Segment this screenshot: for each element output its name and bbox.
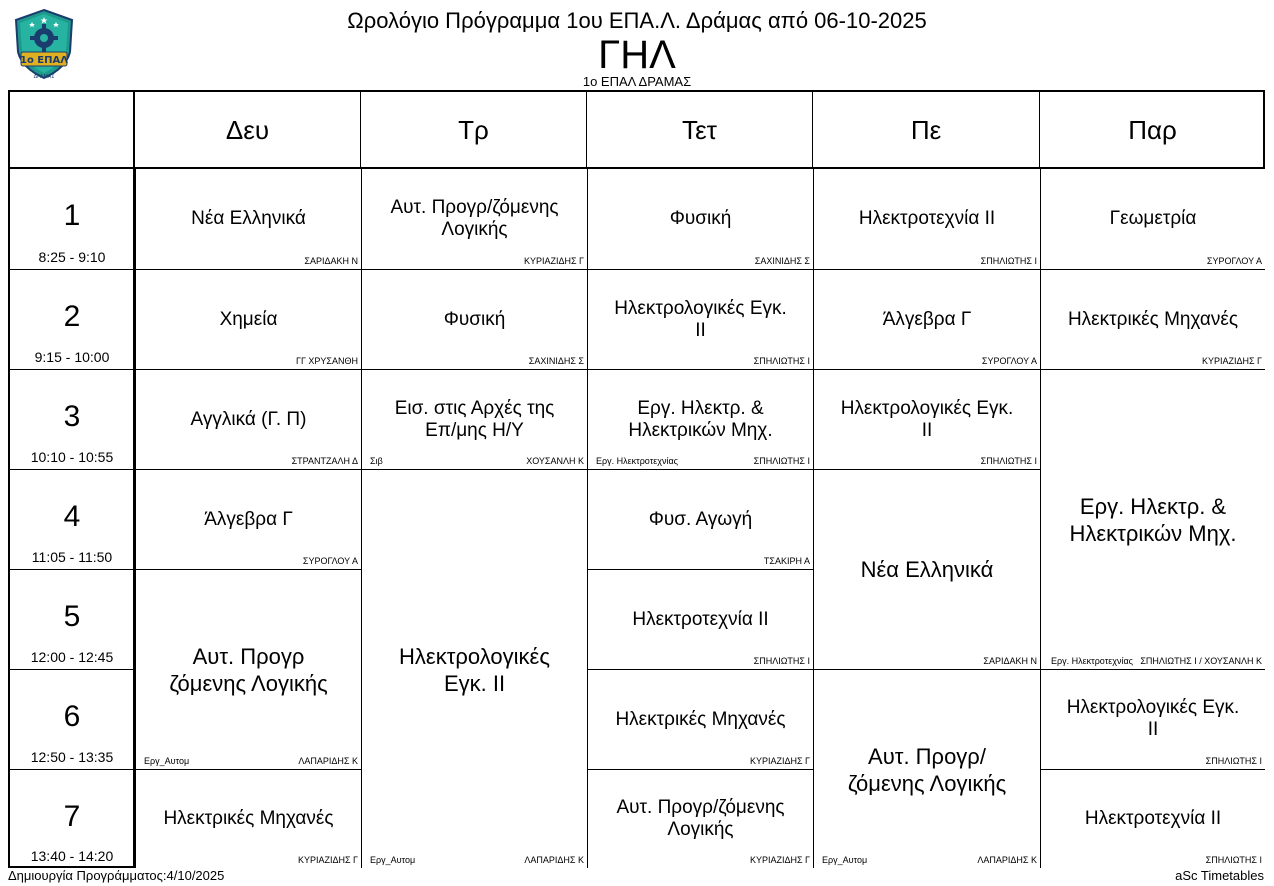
lesson-teacher: ΚΥΡΙΑΖΙΔΗΣ Γ [523, 256, 584, 266]
lesson-teacher: ΛΑΠΑΡΙΔΗΣ Κ [977, 855, 1037, 865]
lesson-teacher: ΚΥΡΙΑΖΙΔΗΣ Γ [1201, 356, 1262, 366]
lesson-subject-line: Αυτ. Προγρ/ [868, 744, 986, 769]
lesson-subject-line: ΙΙ [921, 420, 933, 441]
period-row [10, 469, 134, 569]
lesson-teacher: ΛΑΠΑΡΙΔΗΣ Κ [524, 855, 584, 865]
lesson-cell[interactable] [813, 269, 1040, 369]
lesson-subject-line: ζόμενης Λογικής [169, 671, 328, 696]
lesson-subject-line: Ηλεκτρικών Μηχ. [1069, 521, 1237, 546]
lesson-teacher: ΛΑΠΑΡΙΔΗΣ Κ [298, 756, 358, 766]
lesson-subject-line: Ηλεκτρολογικές Εγκ. [614, 298, 787, 319]
period-number: 5 [63, 600, 81, 633]
lesson-cell[interactable] [1040, 269, 1265, 369]
lesson-subject: Φυσική [669, 208, 732, 229]
lesson-subject-line: Εργ. Ηλεκτρ. & [637, 398, 764, 419]
lesson-subject [370, 643, 579, 697]
lesson-subject [144, 643, 353, 697]
lesson-subject-line: Εισ. στις Αρχές της [394, 398, 555, 419]
lesson-subject: Ηλεκτροτεχνία ΙΙ [858, 208, 996, 229]
lesson-subject-line: Εγκ. ΙΙ [443, 671, 506, 696]
lesson-teacher: ΚΥΡΙΑΖΙΔΗΣ Γ [749, 855, 810, 865]
lesson-subject [596, 797, 805, 841]
lesson-cell[interactable] [1040, 369, 1265, 669]
period-number: 1 [63, 199, 81, 232]
lesson-subject: Ηλεκτρικές Μηχανές [1067, 309, 1239, 330]
lesson-teacher: ΣΠΗΛΙΩΤΗΣ Ι [753, 656, 810, 666]
lesson-cell[interactable] [361, 369, 587, 469]
lesson-teacher: ΣΥΡΟΓΛΟΥ Α [981, 356, 1037, 366]
lesson-cell[interactable] [135, 169, 361, 269]
period-row [10, 269, 134, 369]
lesson-cell[interactable] [587, 269, 813, 369]
lesson-teacher: ΣΤΡΑΝΤΖΑΛΗ Δ [291, 456, 358, 466]
lesson-subject: Άλγεβρα Γ [882, 309, 972, 330]
lesson-teacher: ΤΣΑΚΙΡΗ Α [763, 556, 810, 566]
lesson-subject-line: ΙΙ [1147, 719, 1159, 740]
lesson-cell[interactable] [813, 369, 1040, 469]
lesson-teacher: ΓΓ ΧΡΥΣΑΝΘΗ [296, 356, 358, 366]
day-header-fri: Παρ [1128, 114, 1177, 145]
logo-subtext: ΔΡΑΜΑΣ [33, 74, 55, 80]
lesson-teacher: ΚΥΡΙΑΖΙΔΗΣ Γ [749, 756, 810, 766]
school-name: 1ο ΕΠΑΛ ΔΡΑΜΑΣ [582, 74, 692, 89]
lesson-teacher: ΣΑΧΙΝΙΔΗΣ Σ [528, 356, 584, 366]
lesson-subject-line: Αυτ. Προγρ/ζόμενης [616, 797, 785, 818]
lesson-subject-line: Ηλεκτρολογικές Εγκ. [1066, 697, 1240, 718]
lesson-subject [596, 298, 805, 342]
lesson-cell[interactable] [813, 169, 1040, 269]
lesson-subject [822, 398, 1032, 442]
lesson-teacher: ΣΑΧΙΝΙΔΗΣ Σ [754, 256, 810, 266]
lesson-cell[interactable] [587, 469, 813, 569]
lesson-cell[interactable] [587, 569, 813, 669]
period-time: 9:15 - 10:00 [34, 349, 110, 365]
lesson-cell[interactable] [587, 769, 813, 868]
lesson-subject [370, 197, 579, 241]
period-row [10, 569, 134, 669]
lesson-subject-line: Επ/μης Η/Υ [425, 420, 524, 441]
lesson-subject: Ηλεκτροτεχνία ΙΙ [1084, 808, 1222, 829]
period-time: 12:50 - 13:35 [30, 749, 114, 765]
lesson-subject-line: ζόμενης Λογικής [847, 771, 1007, 796]
class-name: ΓΗΛ [598, 33, 676, 77]
lesson-room: Εργ. Ηλεκτροτεχνίας [1051, 656, 1134, 666]
lesson-cell[interactable] [361, 469, 587, 868]
lesson-cell[interactable] [135, 769, 361, 868]
lesson-subject: Νέα Ελληνικά [860, 557, 994, 582]
lesson-subject-line: ΙΙ [695, 320, 706, 341]
lesson-subject-line: Αυτ. Προγρ [192, 644, 305, 669]
lesson-subject: Άλγεβρα Γ [204, 509, 293, 530]
lesson-subject: Ηλεκτρικές Μηχανές [163, 808, 334, 829]
lesson-subject [370, 398, 579, 442]
lesson-subject: Χημεία [219, 309, 278, 330]
period-row [10, 169, 134, 269]
period-time: 8:25 - 9:10 [38, 249, 106, 265]
lesson-teacher: ΣΠΗΛΙΩΤΗΣ Ι [980, 456, 1037, 466]
lesson-teacher: ΧΟΥΣΑΝΛΗ Κ [526, 456, 584, 466]
lesson-cell[interactable] [361, 169, 587, 269]
period-time: 11:05 - 11:50 [31, 549, 113, 565]
lesson-subject: Φυσ. Αγωγή [648, 509, 753, 530]
lesson-cell[interactable] [1040, 769, 1265, 868]
lesson-cell[interactable] [1040, 669, 1265, 769]
period-number: 2 [63, 300, 81, 333]
day-header-tue: Τρ [458, 114, 489, 145]
period-time: 13:40 - 14:20 [30, 848, 114, 864]
lesson-cell[interactable] [587, 669, 813, 769]
period-number: 3 [63, 400, 81, 433]
lesson-subject: Νέα Ελληνικά [191, 208, 306, 229]
lesson-subject: Γεωμετρία [1109, 208, 1197, 229]
lesson-cell[interactable] [135, 569, 361, 769]
lesson-teacher: ΣΥΡΟΓΛΟΥ Α [1206, 256, 1262, 266]
period-time: 10:10 - 10:55 [30, 449, 114, 465]
lesson-subject-line: Αυτ. Προγρ/ζόμενης [390, 197, 559, 218]
lesson-cell[interactable] [587, 169, 813, 269]
lesson-cell[interactable] [813, 469, 1040, 669]
lesson-subject [1049, 493, 1257, 547]
lesson-teacher: ΣΑΡΙΔΑΚΗ Ν [983, 656, 1037, 666]
lesson-cell[interactable] [361, 269, 587, 369]
lesson-teacher: ΣΑΡΙΔΑΚΗ Ν [304, 256, 358, 266]
lesson-subject-line: Εργ. Ηλεκτρ. & [1079, 494, 1227, 519]
lesson-teacher: ΣΠΗΛΙΩΤΗΣ Ι [753, 456, 810, 466]
lesson-room: Εργ_Αυτομ [370, 855, 416, 865]
lesson-teacher: ΣΠΗΛΙΩΤΗΣ Ι [1205, 855, 1262, 865]
lesson-room: Εργ. Ηλεκτροτεχνίας [596, 456, 679, 466]
lesson-teacher: ΣΠΗΛΙΩΤΗΣ Ι [980, 256, 1037, 266]
timetable-title: Ωρολόγιο Πρόγραμμα 1ου ΕΠΑ.Λ. Δράμας από 06-10-2025 [347, 8, 927, 33]
lesson-subject: Αγγλικά (Γ. Π) [190, 409, 307, 430]
lesson-cell[interactable] [135, 369, 361, 469]
timetable-grid [8, 90, 1265, 868]
software-credit: aSc Timetables [1175, 868, 1264, 883]
lesson-subject-line: Ηλεκτρικών Μηχ. [628, 420, 773, 441]
lesson-subject-line: Λογικής [667, 819, 734, 840]
lesson-teacher: ΣΠΗΛΙΩΤΗΣ Ι / ΧΟΥΣΑΝΛΗ Κ [1140, 656, 1262, 666]
lesson-subject: Ηλεκτροτεχνία ΙΙ [632, 609, 769, 630]
lesson-subject: Ηλεκτρικές Μηχανές [615, 709, 786, 730]
period-number: 6 [63, 700, 81, 733]
logo-text: 1ο ΕΠΑΛ [20, 55, 68, 66]
lesson-subject [822, 743, 1032, 797]
day-header-wed: Τετ [682, 114, 717, 145]
period-row [10, 769, 134, 868]
period-number: 4 [63, 500, 81, 533]
lesson-cell[interactable] [1040, 169, 1265, 269]
lesson-cell[interactable] [813, 669, 1040, 868]
period-time: 12:00 - 12:45 [30, 649, 114, 665]
day-header-thu: Πε [910, 114, 942, 145]
period-row [10, 369, 134, 469]
lesson-subject [1049, 697, 1257, 741]
lesson-cell[interactable] [135, 269, 361, 369]
lesson-teacher: ΣΥΡΟΓΛΟΥ Α [302, 556, 358, 566]
day-header-mon: Δευ [225, 114, 270, 145]
lesson-subject-line: Ηλεκτρολογικές Εγκ. [840, 398, 1014, 419]
period-number: 7 [63, 800, 81, 833]
lesson-cell[interactable] [135, 469, 361, 569]
lesson-subject-line: Ηλεκτρολογικές [399, 644, 550, 669]
lesson-teacher: ΣΠΗΛΙΩΤΗΣ Ι [753, 356, 810, 366]
lesson-room: Εργ_Αυτομ [144, 756, 190, 766]
lesson-teacher: ΚΥΡΙΑΖΙΔΗΣ Γ [297, 855, 358, 865]
lesson-subject [596, 398, 805, 442]
lesson-subject: Φυσική [443, 309, 506, 330]
created-date: Δημιουργία Προγράμματος:4/10/2025 [8, 868, 225, 883]
lesson-subject-line: Λογικής [441, 219, 508, 240]
lesson-cell[interactable] [587, 369, 813, 469]
period-row [10, 669, 134, 769]
lesson-room: Εργ_Αυτομ [822, 855, 868, 865]
lesson-teacher: ΣΠΗΛΙΩΤΗΣ Ι [1205, 756, 1262, 766]
lesson-room: Σιβ [370, 456, 383, 466]
